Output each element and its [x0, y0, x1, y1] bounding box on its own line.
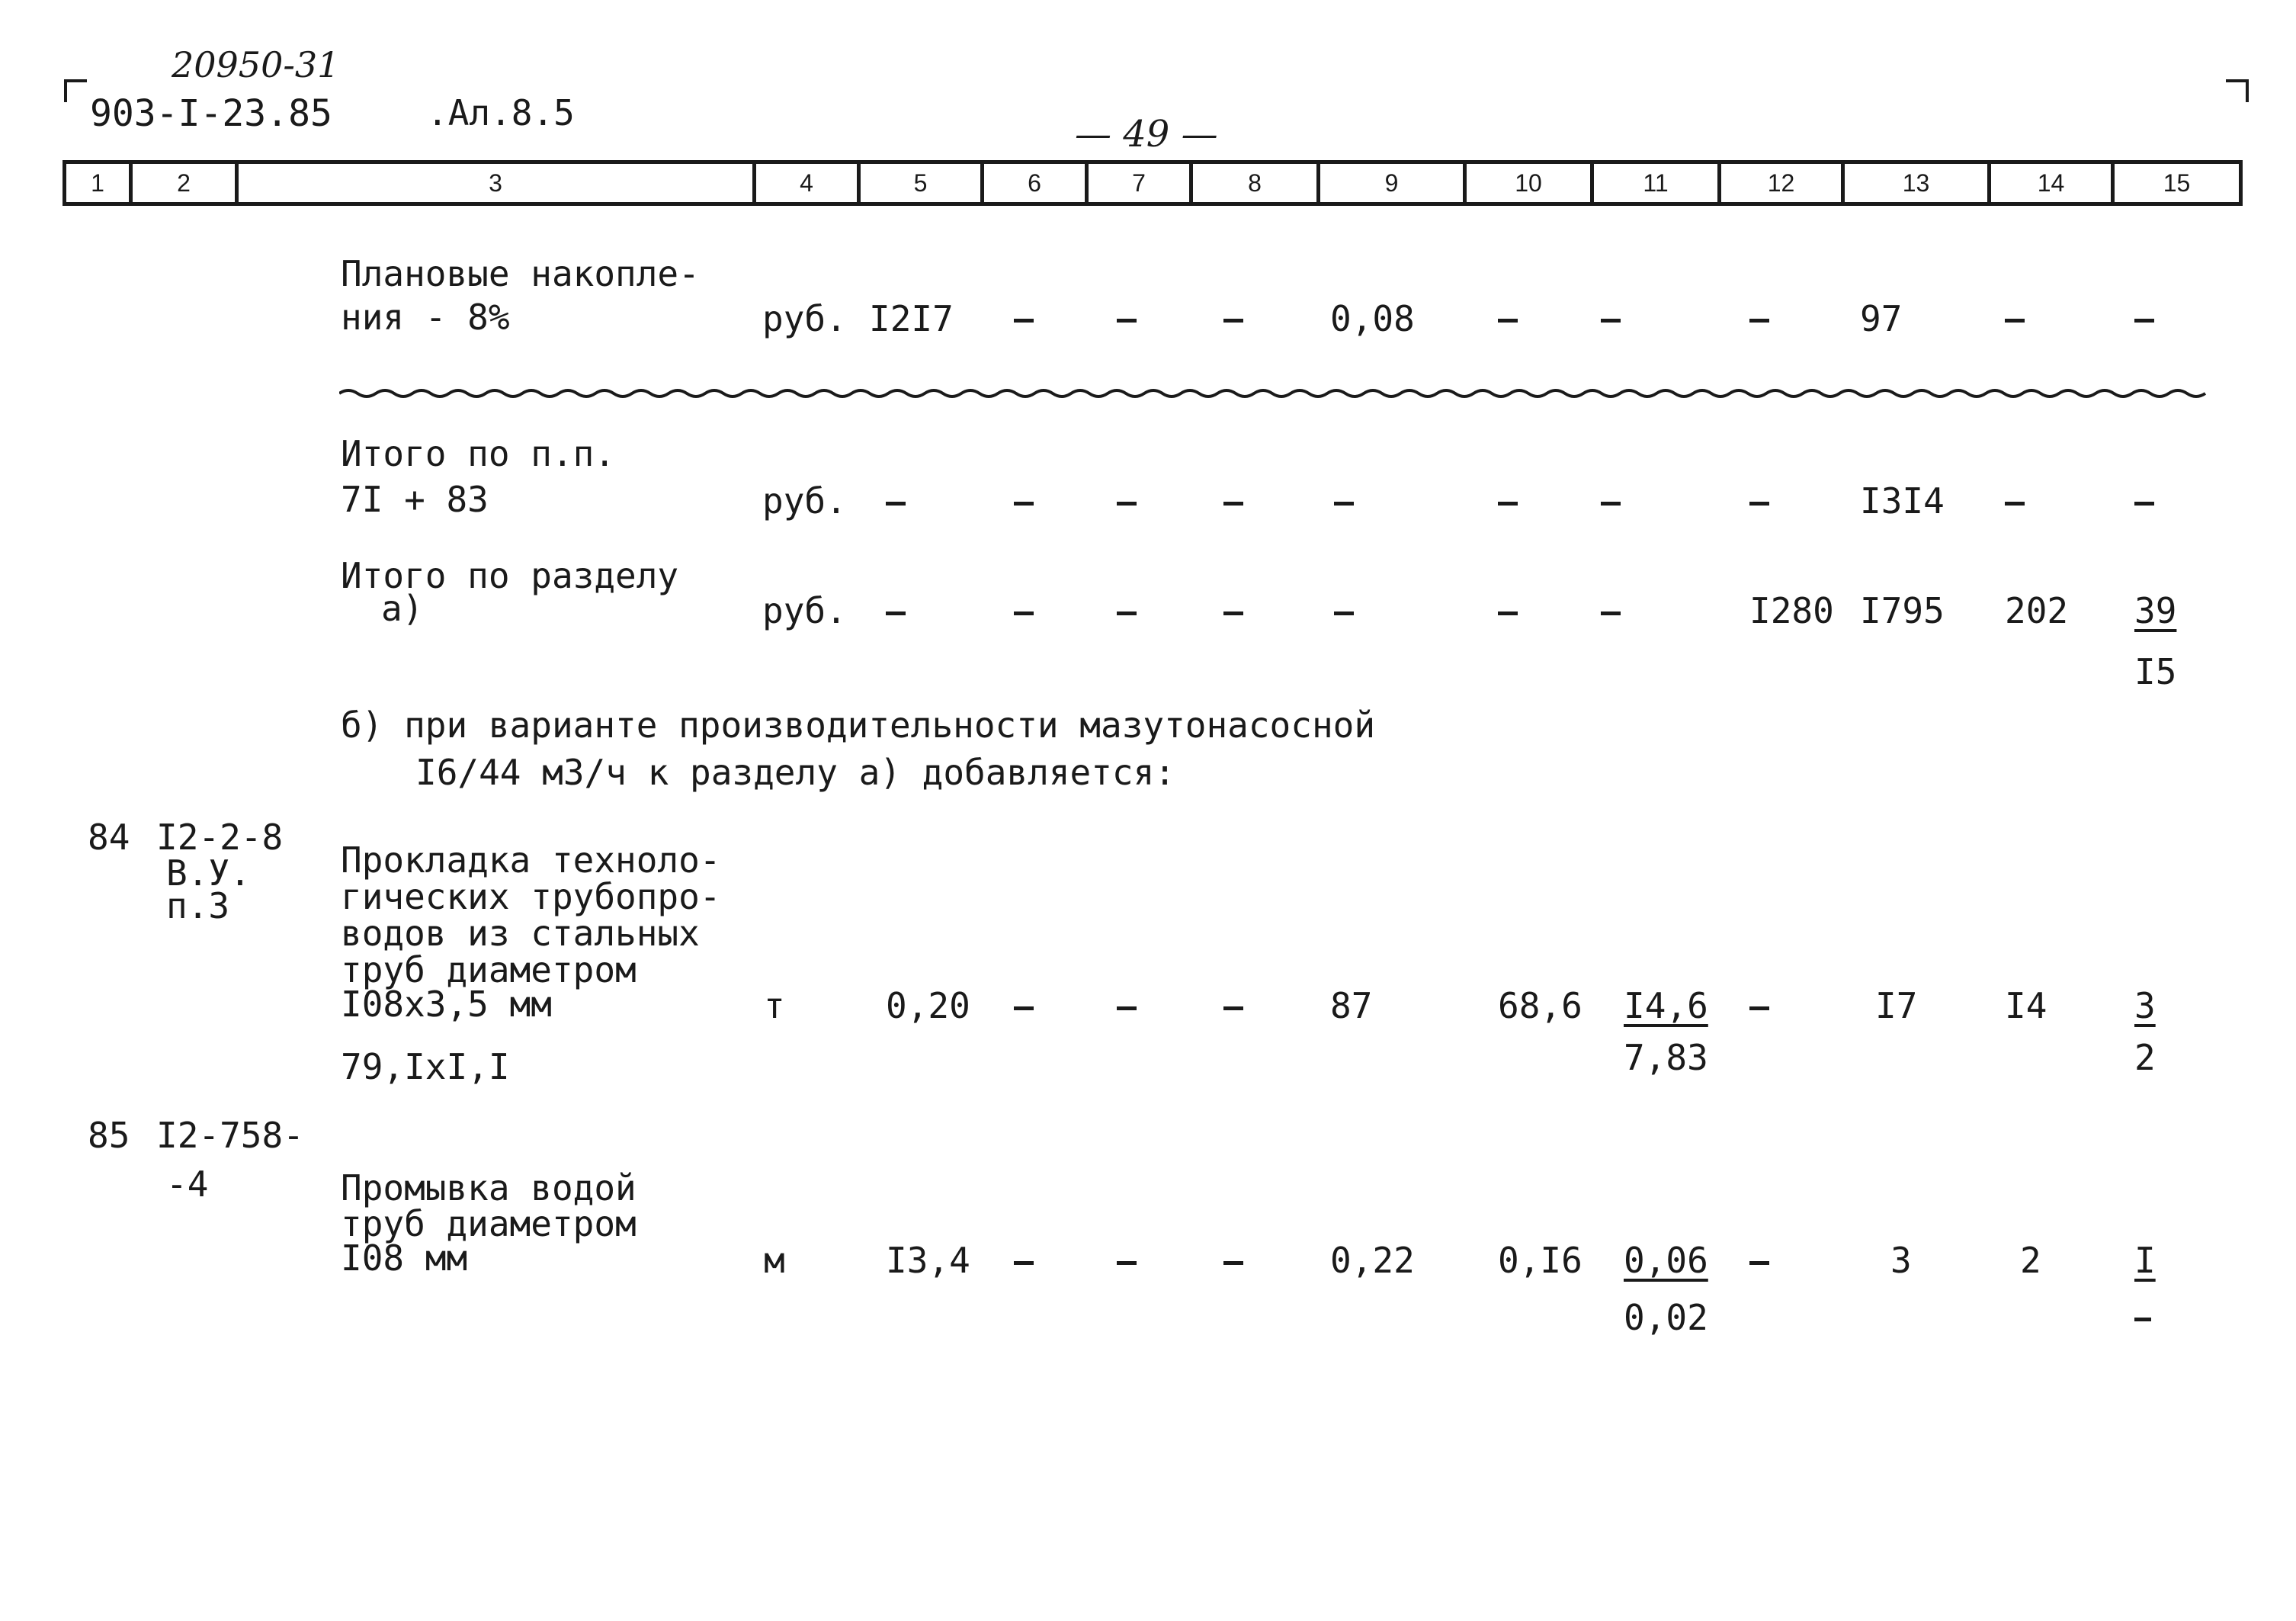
- dash: [1498, 502, 1518, 506]
- dash: [1223, 1261, 1243, 1265]
- document-code: 903-I-23.85: [90, 92, 332, 135]
- row-total-section-col13: I795: [1860, 590, 1945, 631]
- row-84-col11-top: I4,6: [1624, 985, 1708, 1026]
- dash: [1014, 1261, 1034, 1265]
- column-header: 4: [752, 160, 861, 206]
- row-84-col10: 68,6: [1498, 985, 1583, 1026]
- row-84-col15-top: 3: [2134, 985, 2156, 1026]
- corner-mark-right: [2226, 79, 2249, 102]
- row-total-section-col15-bottom: I5: [2134, 651, 2177, 692]
- column-header: 3: [235, 160, 756, 206]
- row-85-col15-top: I: [2134, 1240, 2156, 1281]
- row-planned-name-2: ния - 8%: [341, 297, 510, 338]
- row-total-section-col14: 202: [2005, 590, 2069, 631]
- row-85-col11-top: 0,06: [1624, 1240, 1708, 1281]
- dash: [886, 611, 906, 615]
- dash: [1014, 319, 1034, 323]
- dash: [1117, 1006, 1137, 1010]
- column-header: 2: [129, 160, 239, 206]
- row-84-code-3: п.3: [166, 885, 230, 926]
- row-total-section-unit: руб.: [762, 590, 847, 631]
- dash: [1601, 502, 1621, 506]
- dash: [1498, 611, 1518, 615]
- row-total-section-name-1: Итого по разделу: [341, 555, 679, 596]
- row-84-name-2: гических трубопро-: [341, 876, 721, 917]
- row-84-col9: 87: [1330, 985, 1373, 1026]
- row-84-code-2: В.У.: [166, 852, 251, 894]
- row-85-code-2: -4: [166, 1164, 209, 1205]
- column-header: 1: [63, 160, 133, 206]
- row-85-col14: 2: [2020, 1240, 2041, 1281]
- dash: [1223, 502, 1243, 506]
- row-84-col5: 0,20: [886, 985, 970, 1026]
- row-total-section-col12: I280: [1749, 590, 1834, 631]
- column-header: 13: [1841, 160, 1991, 206]
- row-85-name-2: труб диаметром: [341, 1203, 637, 1244]
- row-84-number: 84: [88, 817, 130, 858]
- variant-b-line-2: I6/44 м3/ч к разделу а) добавляется:: [415, 752, 1175, 793]
- dash: [1014, 502, 1034, 506]
- row-85-name-1: Промывка водой: [341, 1167, 637, 1209]
- row-85-col9: 0,22: [1330, 1240, 1415, 1281]
- variant-b-line-1: б) при варианте производительности мазутонасосной: [341, 705, 1376, 746]
- dash: [1223, 611, 1243, 615]
- dash: [1117, 1261, 1137, 1265]
- row-planned-name-1: Плановые накопле-: [341, 253, 700, 294]
- row-84-name-5: I08x3,5 мм: [341, 984, 552, 1025]
- row-85-name-3: I08 мм: [341, 1237, 468, 1279]
- row-85-code-1: I2-758-: [156, 1115, 304, 1156]
- row-84-formula: 79,IxI,I: [341, 1046, 510, 1087]
- corner-mark-left: [64, 79, 87, 102]
- row-planned-col9: 0,08: [1330, 298, 1415, 339]
- wavy-separator: [339, 385, 2207, 402]
- dash: [1117, 502, 1137, 506]
- handwritten-code: 20950-31: [172, 44, 340, 85]
- row-85-number: 85: [88, 1115, 130, 1156]
- dash: [886, 502, 906, 506]
- row-planned-col5: I2I7: [869, 298, 954, 339]
- row-84-name-4: труб диаметром: [341, 949, 637, 990]
- dash: [1498, 319, 1518, 323]
- sheet-reference: .Ал.8.5: [427, 92, 575, 133]
- dash: [1749, 502, 1769, 506]
- row-84-name-1: Прокладка техноло-: [341, 839, 721, 881]
- row-84-code-1: I2-2-8: [156, 817, 284, 858]
- column-header: 9: [1316, 160, 1467, 206]
- dash: [2134, 319, 2154, 323]
- column-header: 7: [1085, 160, 1193, 206]
- column-header: 10: [1463, 160, 1594, 206]
- row-total-section-name-2: а): [381, 588, 424, 629]
- dash: [1117, 319, 1137, 323]
- row-total-pp-name-2: 7I + 83: [341, 479, 489, 520]
- row-84-col15-bottom: 2: [2134, 1037, 2156, 1078]
- row-85-col5: I3,4: [886, 1240, 970, 1281]
- column-header: 14: [1987, 160, 2115, 206]
- column-header: 15: [2111, 160, 2243, 206]
- dash: [1601, 319, 1621, 323]
- column-header: 6: [980, 160, 1089, 206]
- dash: [2134, 502, 2154, 506]
- row-85-unit: м: [764, 1240, 785, 1281]
- row-84-col11-bottom: 7,83: [1624, 1037, 1708, 1078]
- row-84-col14: I4: [2005, 985, 2047, 1026]
- dash: [1334, 502, 1354, 506]
- page-number: — 49 —: [1075, 113, 1218, 156]
- column-header: 5: [857, 160, 984, 206]
- dash: [1014, 611, 1034, 615]
- dash: [2005, 502, 2025, 506]
- dash: [1223, 1006, 1243, 1010]
- dash: [1334, 611, 1354, 615]
- row-total-pp-unit: руб.: [762, 480, 847, 522]
- row-84-name-3: водов из стальных: [341, 913, 700, 954]
- dash: [1749, 319, 1769, 323]
- row-total-pp-name-1: Итого по п.п.: [341, 433, 616, 474]
- column-header-table: [63, 160, 2243, 212]
- dash: [1749, 1006, 1769, 1010]
- row-85-col11-bottom: 0,02: [1624, 1297, 1708, 1338]
- dash: [2005, 319, 2025, 323]
- dash: [2134, 1318, 2151, 1321]
- column-header: 12: [1717, 160, 1845, 206]
- dash: [1223, 319, 1243, 323]
- row-total-pp-col13: I3I4: [1860, 480, 1945, 522]
- dash: [1601, 611, 1621, 615]
- row-84-unit: т: [764, 985, 785, 1026]
- row-85-col10: 0,I6: [1498, 1240, 1583, 1281]
- dash: [1014, 1006, 1034, 1010]
- dash: [1117, 611, 1137, 615]
- row-planned-unit: руб.: [762, 298, 847, 339]
- row-planned-col13: 97: [1860, 298, 1903, 339]
- column-header: 11: [1590, 160, 1721, 206]
- row-total-section-col15-top: 39: [2134, 590, 2177, 631]
- row-84-col13: I7: [1875, 985, 1918, 1026]
- row-85-col13: 3: [1890, 1240, 1912, 1281]
- column-header: 8: [1189, 160, 1320, 206]
- dash: [1749, 1261, 1769, 1265]
